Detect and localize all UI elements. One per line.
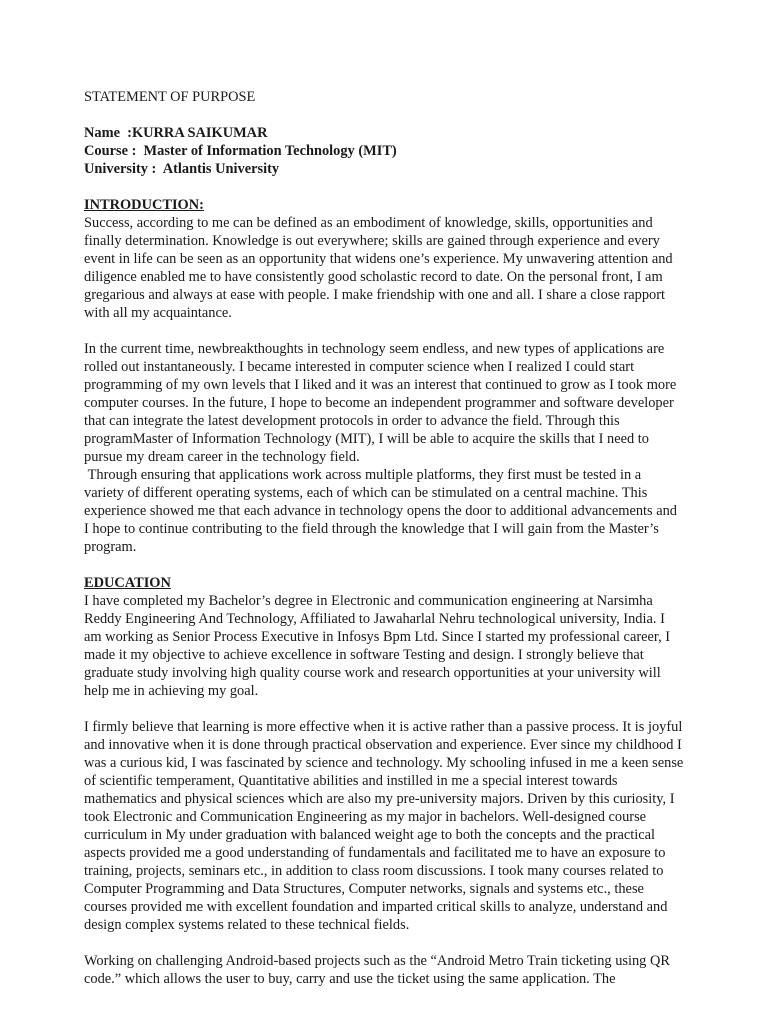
education-paragraph-3: Working on challenging Android-based projects such as the “Android Metro Train ticketing using QR code.” which allows the user to buy, carry and use the ticket using the same application. The	[84, 953, 670, 987]
introduction-paragraph-3: Through ensuring that applications work across multiple platforms, they first must be tested in a variety of different operating systems, each of which can be stimulated on a central machine. This experience showed me that each advance in technology opens the door to additional advancements and I hope to continue contributing to the field through the knowledge that I will gain from the Master’s program.	[84, 467, 681, 555]
document-title: STATEMENT OF PURPOSE	[84, 89, 256, 105]
introduction-heading: INTRODUCTION:	[84, 197, 204, 213]
education-heading: EDUCATION	[84, 575, 171, 591]
applicant-info	[84, 124, 684, 178]
applicant-name: Name :KURRA SAIKUMAR	[84, 125, 268, 141]
education-paragraph-1: I have completed my Bachelor’s degree in Electronic and communication engineering at Narsimha Reddy Engineering And Technology, Affiliated to Jawaharlal Nehru technological university, India. I am working as Senior Process Executive in Infosys Bpm Ltd. Since I started my professional career, I made it my objective to achieve excellence in software Testing and design. I strongly believe that graduate study involving high quality course work and research opportunities at your university will help me in achieving my goal.	[84, 593, 671, 699]
document-page	[84, 88, 684, 988]
applicant-university: University : Atlantis University	[84, 161, 280, 177]
education-paragraph-2: I firmly believe that learning is more effective when it is active rather than a passive process. It is joyful and innovative when it is done through practical observation and experience. Ever since my childhood I was a curious kid, I was fascinated by science and technology. My schooling infused in me a keen sense of scientific temperament, Quantitative abilities and instilled in me a special interest towards mathematics and physical sciences which are also my pre-university majors. Driven by this curiosity, I took Electronic and Communication Engineering as my major in bachelors. Well-designed course curriculum in My under graduation with balanced weight age to both the concepts and the practical aspects provided me a good understanding of fundamentals and facilitated me to have an exposure to training, projects, seminars etc., in addition to class room discussions. I took many courses related to Computer Programming and Data Structures, Computer networks, signals and systems etc., these courses provided me with excellent foundation and imparted critical skills to analyze, understand and design complex systems related to these technical fields.	[84, 719, 684, 933]
applicant-course: Course : Master of Information Technology (MIT)	[84, 143, 397, 159]
education-section	[84, 574, 684, 988]
introduction-section	[84, 196, 684, 556]
introduction-paragraph-2: In the current time, newbreakthoughts in technology seem endless, and new types of applications are rolled out instantaneously. I became interested in computer science when I realized I could start programming of my own levels that I liked and it was an interest that continued to grow as I took more computer courses. In the future, I hope to become an independent programmer and software developer that can integrate the latest development protocols in order to advance the field. Through this programMaster of Information Technology (MIT), I will be able to acquire the skills that I need to pursue my dream career in the technology field.	[84, 341, 677, 465]
introduction-paragraph-1: Success, according to me can be defined as an embodiment of knowledge, skills, opportunities and finally determination. Knowledge is out everywhere; skills are gained through experience and every event in life can be seen as an opportunity that widens one’s experience. My unwavering attention and diligence enabled me to have consistently good scholastic record to date. On the personal front, I am gregarious and always at ease with people. I make friendship with one and all. I share a close rapport with all my acquaintance.	[84, 215, 673, 321]
